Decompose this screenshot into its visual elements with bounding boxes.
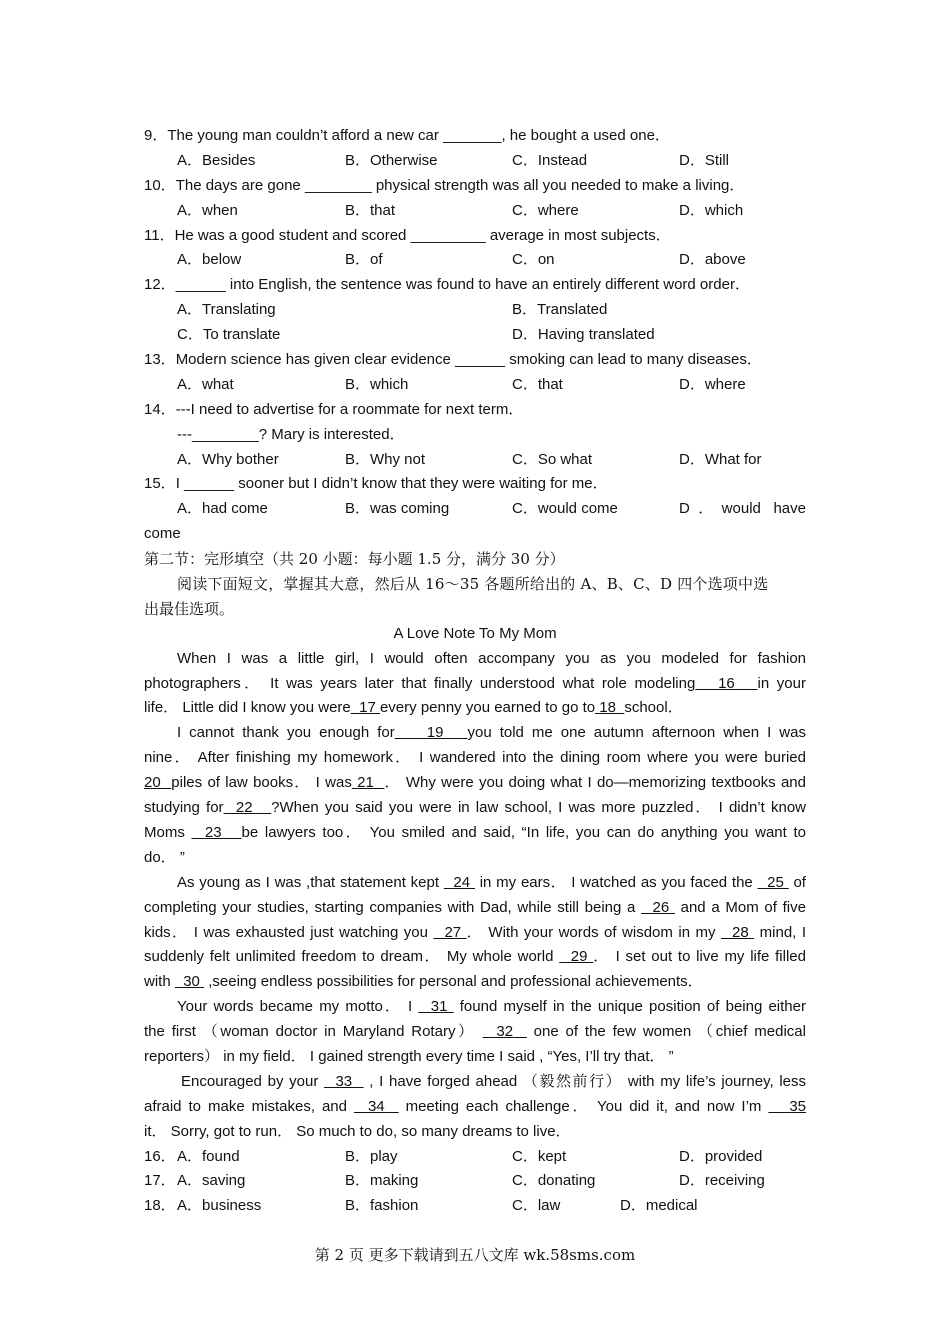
- text: be lawyers too． You smiled and said, “In life, you can do anything you want to: [241, 823, 806, 841]
- question-12-options-row2: [144, 323, 806, 348]
- option-a: A．Why bother: [177, 450, 279, 468]
- option-d: D．provided: [679, 1147, 763, 1165]
- blank-24: [444, 874, 475, 891]
- blank-number: 31: [430, 998, 448, 1016]
- text: Your words became my motto． I: [177, 998, 413, 1016]
- instruction-text-1: 阅读下面短文，掌握其大意，然后从 16～35 各题所给出的 A、B、C、D 四个选项中选: [177, 575, 769, 594]
- text: As young as I was ,that statement kept: [177, 873, 440, 891]
- text: the first （woman doctor in Maryland Rotary）: [144, 1023, 476, 1041]
- option-a: A．when: [177, 201, 238, 219]
- question-stem: ---I need to advertise for a roommate for next term．: [175, 400, 524, 418]
- blank-32: [483, 1023, 527, 1040]
- text: , I have forged ahead （毅然前行） with my life’s journey, less: [369, 1072, 806, 1090]
- blank-35: [768, 1098, 806, 1115]
- blank-number: 30: [183, 973, 200, 991]
- option-a: A．Besides: [177, 151, 256, 169]
- passage-line: [144, 1120, 806, 1145]
- option-c: C．law: [512, 1197, 561, 1215]
- passage-line: [144, 1020, 806, 1045]
- option-d: D．would have: [679, 500, 806, 518]
- passage-line: [144, 821, 806, 846]
- question-10-options: [144, 199, 806, 224]
- text: ． Why were you doing what I do—memorizing textbooks and: [384, 774, 806, 792]
- text: studying for: [144, 799, 224, 817]
- text: reporters） in my field． I gained strength every time I said , “Yes, I’ll try that． ”: [144, 1047, 674, 1065]
- text: school．: [624, 699, 683, 717]
- option-c: C．So what: [512, 450, 593, 468]
- option-b: B．Otherwise: [345, 151, 438, 169]
- option-d: D．Having translated: [512, 326, 655, 344]
- text: it． Sorry, got to run． So much to do, so many dreams to live．: [144, 1122, 571, 1140]
- page-footer: [0, 1244, 950, 1265]
- question-stem: The young man couldn’t afford a new car _______, he bought a used one．: [167, 127, 670, 144]
- blank-number: 24: [453, 873, 471, 891]
- text: in my ears． I watched as you faced the: [479, 873, 753, 891]
- question-10: [144, 174, 806, 199]
- blank-number: 33: [335, 1072, 353, 1090]
- blank-number: 27: [444, 923, 462, 941]
- option-a: A．had come: [177, 500, 268, 518]
- text: ,seeing endless possibilities for personal and professional achievements．: [208, 973, 703, 991]
- answer-number: 16．: [144, 1147, 176, 1165]
- option-d: D．receiving: [679, 1172, 765, 1190]
- document-page: [144, 124, 806, 1219]
- blank-number: 26: [652, 898, 670, 916]
- option-c: C．that: [512, 375, 563, 393]
- blank-number: 35: [789, 1097, 806, 1115]
- passage-line: [144, 1045, 806, 1070]
- passage-line: [144, 921, 806, 946]
- text: I cannot thank you enough for: [177, 724, 395, 742]
- question-11-options: [144, 248, 806, 273]
- blank-number: 23: [204, 823, 222, 841]
- question-stem: ______ into English, the sentence was found to have an entirely different word order．: [175, 276, 750, 294]
- question-15-option-wrap: [144, 522, 806, 547]
- blank-30: [175, 973, 204, 990]
- question-stem: The days are gone ________ physical strength was all you needed to make a living．: [175, 176, 745, 194]
- option-a: A．found: [177, 1147, 240, 1165]
- text: piles of law books． I was: [171, 774, 352, 792]
- blank-29: [559, 948, 593, 965]
- answer-17-options: [144, 1169, 806, 1194]
- passage-line: [144, 896, 806, 921]
- passage-title-text: A Love Note To My Mom: [393, 624, 557, 642]
- text: with: [144, 973, 171, 991]
- blank-26: [641, 899, 675, 916]
- question-number: 12．: [144, 276, 176, 294]
- question-number: 14．: [144, 400, 176, 418]
- blank-number: 32: [496, 1023, 514, 1041]
- blank-18: [595, 699, 624, 716]
- text: nine． After finishing my homework． I wandered into the dining room where you were buried: [144, 749, 806, 767]
- blank-23: [192, 824, 242, 841]
- text: meeting each challenge． You did it, and now I’m: [405, 1097, 762, 1115]
- question-stem-2: ---________? Mary is interested．: [177, 425, 405, 443]
- option-d: D．What for: [679, 450, 762, 468]
- answer-16-options: [144, 1145, 806, 1170]
- option-c: C．would come: [512, 500, 618, 518]
- blank-21: [352, 774, 385, 791]
- text: mind, I: [759, 923, 806, 941]
- question-number: 10．: [144, 176, 176, 194]
- option-c: C．kept: [512, 1147, 567, 1165]
- passage-line: [144, 970, 806, 995]
- blank-number: 19: [426, 724, 444, 742]
- section-instruction-cont: [144, 597, 806, 622]
- passage-line: [144, 672, 806, 697]
- text: of: [793, 873, 806, 891]
- text: in your: [757, 674, 806, 692]
- question-stem: He was a good student and scored _________ average in most subjects．: [174, 226, 671, 244]
- blank-34: [354, 1098, 399, 1115]
- option-b: B．play: [345, 1147, 398, 1165]
- blank-28: [721, 924, 754, 941]
- passage-line: [144, 746, 806, 771]
- option-b: B．of: [345, 251, 383, 269]
- question-14-options: [144, 448, 806, 473]
- option-a: A．what: [177, 375, 234, 393]
- blank-number: 28: [732, 923, 749, 941]
- question-13-options: [144, 373, 806, 398]
- blank-33: [324, 1073, 364, 1090]
- answer-18-options: [144, 1194, 806, 1219]
- instruction-text-2: 出最佳选项。: [144, 599, 235, 618]
- option-c: C．on: [512, 251, 555, 269]
- passage-line: [144, 871, 806, 896]
- passage-line: [144, 945, 806, 970]
- footer-text: 第 2 页 更多下载请到五八文库 wk.58sms.com: [314, 1246, 636, 1264]
- option-b: B．fashion: [345, 1197, 419, 1215]
- blank-16: [695, 675, 757, 692]
- option-d: D．where: [679, 375, 746, 393]
- blank-number: 17: [359, 699, 376, 717]
- text: one of the few women （chief medical: [533, 1023, 806, 1041]
- blank-number: 16: [718, 674, 735, 692]
- passage-title: [144, 622, 806, 647]
- question-number: 13．: [144, 351, 176, 369]
- blank-27: [433, 924, 466, 941]
- blank-number: 20: [144, 774, 161, 792]
- question-12: [144, 273, 806, 298]
- section-instruction: [144, 572, 806, 597]
- blank-19: [395, 724, 468, 741]
- question-number: 11．: [144, 226, 175, 244]
- question-number: 9．: [144, 127, 168, 144]
- text: do． ”: [144, 848, 185, 866]
- passage-line: [144, 995, 806, 1020]
- option-a: A．saving: [177, 1172, 246, 1190]
- passage-line: [144, 696, 806, 721]
- text: suddenly felt unlimited freedom to dream． My whole world: [144, 948, 554, 966]
- blank-number: 29: [570, 948, 588, 966]
- passage-line: [144, 1095, 806, 1120]
- option-d: D．Still: [679, 151, 730, 169]
- option-d: D．above: [679, 251, 746, 269]
- text: afraid to make mistakes, and: [144, 1097, 347, 1115]
- question-stem: Modern science has given clear evidence ______ smoking can lead to many diseases．: [175, 351, 762, 369]
- blank-22: [224, 799, 272, 816]
- passage-line: [144, 771, 806, 796]
- option-b: B．was coming: [345, 500, 450, 518]
- option-c: C．To translate: [177, 326, 281, 344]
- text: found myself in the unique position of being either: [459, 998, 806, 1016]
- passage-line: [144, 796, 806, 821]
- question-stem: I ______ sooner but I didn’t know that they were waiting for me．: [175, 475, 608, 493]
- option-a: A．Translating: [177, 301, 276, 319]
- question-9: [144, 124, 806, 149]
- answer-number: 17．: [144, 1172, 176, 1190]
- option-c: C．where: [512, 201, 579, 219]
- passage: [144, 647, 806, 1145]
- text: and a Mom of five: [680, 898, 806, 916]
- blank-number: 21: [357, 774, 374, 792]
- text: every penny you earned to go to: [379, 699, 596, 717]
- text: completing your studies, starting companies with Dad, while still being a: [144, 898, 636, 916]
- option-a: A．below: [177, 251, 242, 269]
- blank-number: 18: [599, 699, 616, 717]
- option-d: D．medical: [620, 1197, 698, 1215]
- text: life． Little did I know you were: [144, 699, 351, 717]
- question-9-options: [144, 149, 806, 174]
- option-d-wrap: come: [144, 525, 181, 543]
- blank-31: [418, 998, 453, 1015]
- text: you told me one autumn afternoon when I was: [467, 724, 806, 742]
- text: ． With your words of wisdom in my: [466, 923, 716, 941]
- option-b: B．Why not: [345, 450, 426, 468]
- option-c: C．donating: [512, 1172, 596, 1190]
- text: Moms: [144, 823, 185, 841]
- question-14: [144, 398, 806, 423]
- text: ． I set out to live my life filled: [593, 948, 806, 966]
- text: ?When you said you were in law school, I was more puzzled． I didn’t know: [271, 799, 806, 817]
- option-c: C．Instead: [512, 151, 588, 169]
- section-heading: [144, 547, 806, 572]
- text: kids． I was exhausted just watching you: [144, 923, 428, 941]
- text: photographers． It was years later that finally understood what role modeling: [144, 674, 696, 692]
- option-b: B．which: [345, 375, 409, 393]
- answer-number: 18．: [144, 1197, 176, 1215]
- option-b: B．that: [345, 201, 396, 219]
- option-b: B．making: [345, 1172, 419, 1190]
- question-11: [144, 224, 806, 249]
- blank-number: 25: [767, 873, 784, 891]
- option-a: A．business: [177, 1197, 262, 1215]
- text: When I was a little girl, I would often accompany you as you modeled for fashion: [177, 649, 806, 667]
- option-d: D．which: [679, 201, 744, 219]
- blank-20: [144, 774, 171, 791]
- question-12-options-row1: [144, 298, 806, 323]
- blank-25: [758, 874, 789, 891]
- option-b: B．Translated: [512, 301, 608, 319]
- passage-line: [144, 1070, 806, 1095]
- question-number: 15．: [144, 475, 176, 493]
- question-15-options: [144, 497, 806, 522]
- passage-line: [144, 647, 806, 672]
- blank-number: 22: [235, 799, 253, 817]
- question-15: [144, 472, 806, 497]
- passage-line: [144, 846, 806, 871]
- blank-17: [351, 699, 380, 716]
- blank-number: 34: [367, 1097, 385, 1115]
- section-heading-text: 第二节：完形填空（共 20 小题：每小题 1.5 分，满分 30 分）: [144, 550, 565, 569]
- question-13: [144, 348, 806, 373]
- passage-line: [144, 721, 806, 746]
- text: Encouraged by your: [181, 1072, 319, 1090]
- question-14-reply: [144, 423, 806, 448]
